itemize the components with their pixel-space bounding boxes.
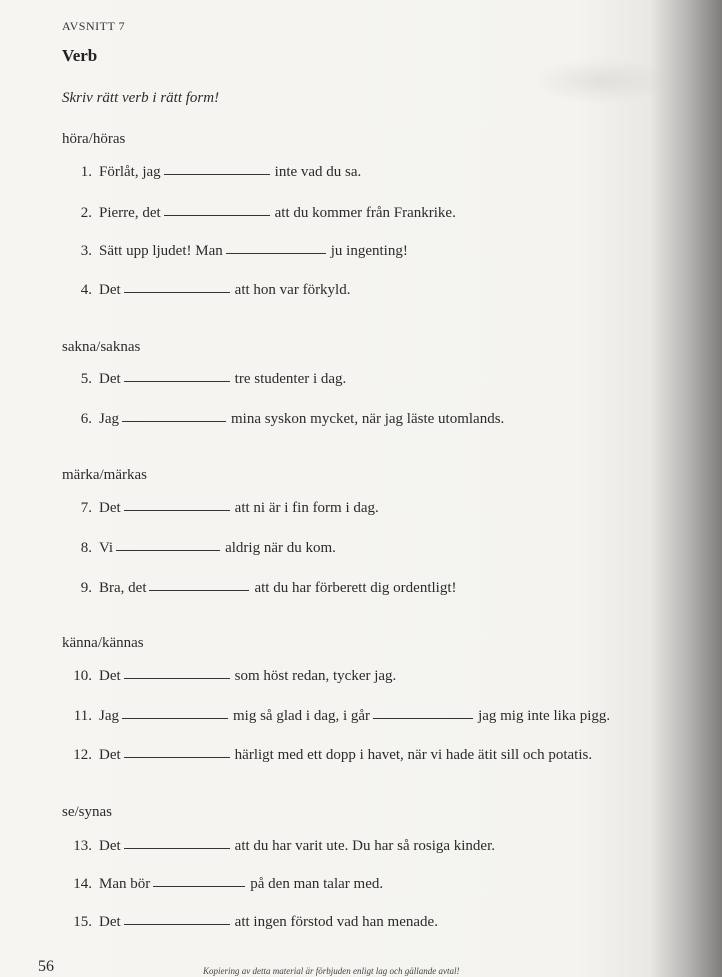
item-text-after: att du har varit ute. Du har så rosiga kinder. [234, 838, 496, 854]
answer-blank[interactable] [226, 252, 326, 254]
answer-blank[interactable] [149, 589, 249, 591]
exercise-item-2 [62, 205, 456, 222]
item-text-middle: mig så glad i dag, i går [233, 708, 371, 724]
item-text-after: att ni är i fin form i dag. [234, 500, 379, 516]
item-number: 2. [80, 205, 92, 221]
answer-blank[interactable] [122, 420, 226, 422]
item-number: 11. [73, 708, 92, 724]
exercise-item-5 [62, 371, 346, 388]
exercise-item-6 [62, 411, 504, 428]
item-text-before: Sätt upp ljudet! Man [99, 243, 223, 259]
exercise-item-4 [62, 282, 350, 299]
group-heading-sakna: sakna/saknas [62, 339, 141, 355]
item-text-before: Jag [99, 411, 119, 427]
instruction: Skriv rätt verb i rätt form! [62, 90, 220, 106]
item-text-before: Det [99, 914, 121, 930]
item-text-before: Förlåt, jag [99, 164, 161, 180]
item-number: 7. [80, 500, 92, 516]
item-text-after: mina syskon mycket, när jag läste utomlands. [231, 411, 505, 427]
group-heading-kanna: känna/kännas [62, 635, 144, 651]
item-number: 4. [80, 282, 92, 298]
item-text-before: Bra, det [99, 580, 147, 596]
answer-blank[interactable] [122, 717, 228, 719]
item-text-after: på den man talar med. [250, 876, 384, 892]
item-text-before: Det [99, 668, 121, 684]
exercise-item-1 [62, 164, 361, 181]
answer-blank[interactable] [164, 214, 270, 216]
exercise-item-15 [62, 914, 438, 931]
exercise-item-7 [62, 500, 379, 517]
item-number: 15. [73, 914, 92, 930]
item-text-after: som höst redan, tycker jag. [234, 668, 397, 684]
exercise-item-9 [62, 580, 457, 597]
item-text-after: ju ingenting! [330, 243, 408, 259]
item-text-after: aldrig när du kom. [225, 540, 336, 556]
answer-blank[interactable] [124, 923, 230, 925]
answer-blank[interactable] [164, 173, 270, 175]
exercise-item-3 [62, 243, 408, 260]
item-number: 5. [80, 371, 92, 387]
answer-blank[interactable] [153, 885, 245, 887]
group-heading-hora: höra/höras [62, 131, 126, 147]
answer-blank[interactable] [124, 847, 230, 849]
answer-blank[interactable] [124, 677, 230, 679]
page-number: 56 [38, 958, 54, 975]
item-text-after: att hon var förkyld. [234, 282, 351, 298]
item-number: 3. [80, 243, 92, 259]
exercise-item-10 [62, 668, 396, 685]
item-number: 9. [80, 580, 92, 596]
item-text-after: jag mig inte lika pigg. [478, 708, 611, 724]
item-number: 10. [73, 668, 92, 684]
exercise-item-13 [62, 838, 495, 855]
exercise-item-12 [62, 747, 592, 764]
item-number: 6. [80, 411, 92, 427]
bleed-through-shadow [530, 58, 670, 104]
item-number: 1. [80, 164, 92, 180]
item-number: 12. [73, 747, 92, 763]
item-text-before: Det [99, 747, 121, 763]
answer-blank-second[interactable] [373, 717, 473, 719]
item-text-after: tre studenter i dag. [234, 371, 347, 387]
item-text-before: Det [99, 371, 121, 387]
item-text-after: inte vad du sa. [274, 164, 362, 180]
page-title: Verb [62, 46, 98, 65]
item-number: 14. [73, 876, 92, 892]
item-text-before: Det [99, 500, 121, 516]
answer-blank[interactable] [124, 380, 230, 382]
item-text-before: Det [99, 282, 121, 298]
exercise-item-14 [62, 876, 383, 893]
item-text-after: att du har förberett dig ordentligt! [254, 580, 457, 596]
item-number: 8. [80, 540, 92, 556]
answer-blank[interactable] [116, 549, 220, 551]
item-text-before: Pierre, det [99, 205, 161, 221]
answer-blank[interactable] [124, 291, 230, 293]
item-text-after: att du kommer från Frankrike. [274, 205, 456, 221]
group-heading-marka: märka/märkas [62, 467, 147, 483]
exercise-item-11 [62, 708, 610, 725]
item-text-after: härligt med ett dopp i havet, när vi hade ätit sill och potatis. [234, 747, 593, 763]
item-text-before: Jag [99, 708, 119, 724]
answer-blank[interactable] [124, 509, 230, 511]
group-heading-se: se/synas [62, 804, 112, 820]
section-label: AVSNITT 7 [62, 19, 126, 33]
item-text-before: Vi [99, 540, 114, 556]
item-text-before: Det [99, 838, 121, 854]
item-number: 13. [73, 838, 92, 854]
item-text-before: Man bör [99, 876, 151, 892]
exercise-item-8 [62, 540, 336, 557]
copyright-note: Kopiering av detta material är förbjuden enligt lag och gällande avtal! [203, 966, 460, 976]
answer-blank[interactable] [124, 756, 230, 758]
item-text-after: att ingen förstod vad han menade. [234, 914, 438, 930]
